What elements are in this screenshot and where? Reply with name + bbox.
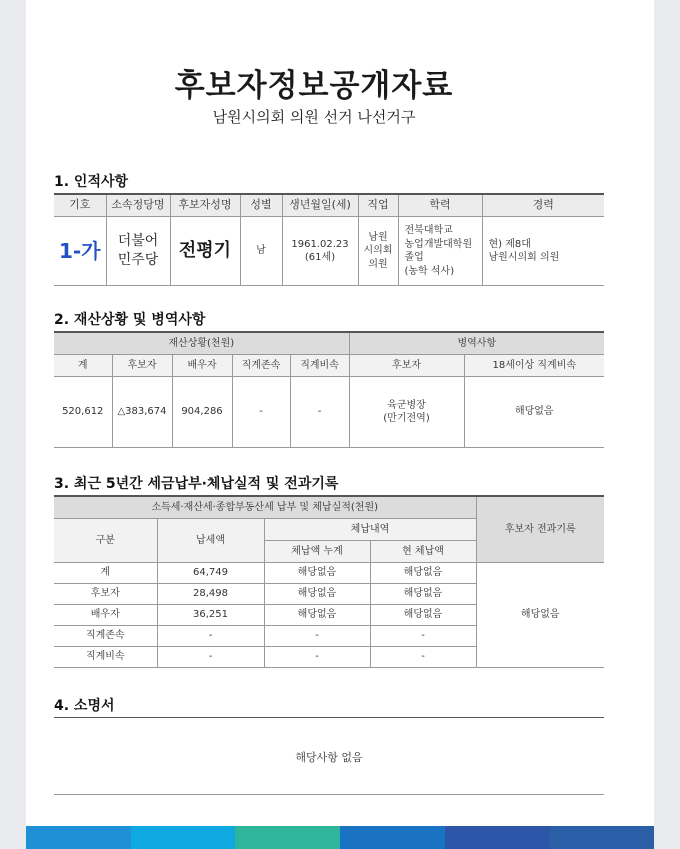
property-candidate: △383,674 xyxy=(112,377,172,448)
header-cumulative: 체납액 누계 xyxy=(264,541,370,563)
header-type: 구분 xyxy=(54,519,157,563)
cumulative-value: 해당없음 xyxy=(264,605,370,626)
header-cell: 경력 xyxy=(482,194,604,217)
header-cell: 18세이상 직계비속 xyxy=(464,355,604,377)
header-cell: 기호 xyxy=(54,194,106,217)
property-spouse: 904,286 xyxy=(172,377,232,448)
row-label: 직계존속 xyxy=(54,626,157,647)
education: 전북대학교 농업개발대학원 졸업 (농학 석사) xyxy=(398,217,482,286)
group-header-criminal: 후보자 전과기록 xyxy=(476,496,604,563)
occupation: 남원 시의회 의원 xyxy=(358,217,398,286)
header-cell: 후보자 xyxy=(112,355,172,377)
statement-top-rule xyxy=(54,717,604,718)
military-candidate: 육군병장 (만기전역) xyxy=(349,377,464,448)
cumulative-value: - xyxy=(264,647,370,668)
group-header-tax: 소득세·재산세·종합부동산세 납부 및 체납실적(천원) xyxy=(54,496,476,519)
footer-stripe xyxy=(549,826,654,849)
tax-group-row xyxy=(54,496,604,519)
group-header-property: 재산상황(천원) xyxy=(54,332,349,355)
current-value: 해당없음 xyxy=(370,605,476,626)
military-children: 해당없음 xyxy=(464,377,604,448)
row-label: 직계비속 xyxy=(54,647,157,668)
section-heading-personal: 1. 인적사항 xyxy=(54,174,129,190)
footer-stripe xyxy=(445,826,550,849)
current-value: - xyxy=(370,626,476,647)
candidate-name: 전평기 xyxy=(170,217,240,286)
party-name: 더불어 민주당 xyxy=(106,217,170,286)
current-value: - xyxy=(370,647,476,668)
property-ascendants: - xyxy=(232,377,290,448)
property-total: 520,612 xyxy=(54,377,112,448)
footer-stripe xyxy=(131,826,236,849)
statement-bottom-rule xyxy=(54,794,604,795)
property-group-row xyxy=(54,332,604,355)
current-value: 해당없음 xyxy=(370,563,476,584)
paid-value: - xyxy=(157,647,264,668)
header-cell: 학력 xyxy=(398,194,482,217)
birth-date: 1961.02.23 (61세) xyxy=(282,217,358,286)
header-current: 현 체납액 xyxy=(370,541,476,563)
row-label: 계 xyxy=(54,563,157,584)
header-cell: 성별 xyxy=(240,194,282,217)
paid-value: - xyxy=(157,626,264,647)
row-label: 배우자 xyxy=(54,605,157,626)
criminal-record: 해당없음 xyxy=(476,563,604,668)
career: 현) 제8대 남원시의회 의원 xyxy=(482,217,604,286)
section-heading-tax: 3. 최근 5년간 세금납부·체납실적 및 전과기록 xyxy=(54,476,339,492)
row-label: 후보자 xyxy=(54,584,157,605)
page-subtitle: 남원시의회 의원 선거 나선거구 xyxy=(212,108,416,126)
paid-value: 36,251 xyxy=(157,605,264,626)
header-paid: 납세액 xyxy=(157,519,264,563)
footer-stripe xyxy=(26,826,131,849)
table-row xyxy=(54,563,604,584)
property-data-row xyxy=(54,377,604,448)
property-descendants: - xyxy=(290,377,349,448)
header-cell: 계 xyxy=(54,355,112,377)
header-cell: 직업 xyxy=(358,194,398,217)
header-cell: 후보자성명 xyxy=(170,194,240,217)
section-heading-statement: 4. 소명서 xyxy=(54,698,115,714)
current-value: 해당없음 xyxy=(370,584,476,605)
header-arrears: 체납내역 xyxy=(264,519,476,541)
statement-text: 해당사항 없음 xyxy=(295,751,363,764)
cumulative-value: - xyxy=(264,626,370,647)
personal-data-row xyxy=(54,217,604,286)
tax-criminal-table xyxy=(54,495,604,668)
property-military-table xyxy=(54,331,604,448)
section-heading-property: 2. 재산상황 및 병역사항 xyxy=(54,312,206,328)
header-cell: 소속정당명 xyxy=(106,194,170,217)
personal-header-row xyxy=(54,194,604,217)
candidate-number: 1-가 xyxy=(54,217,106,286)
property-header-row xyxy=(54,355,604,377)
cumulative-value: 해당없음 xyxy=(264,563,370,584)
footer-stripe xyxy=(235,826,340,849)
footer-stripe xyxy=(340,826,445,849)
header-cell: 생년월일(세) xyxy=(282,194,358,217)
cumulative-value: 해당없음 xyxy=(264,584,370,605)
group-header-military: 병역사항 xyxy=(349,332,604,355)
personal-info-table xyxy=(54,193,604,286)
header-cell: 직계비속 xyxy=(290,355,349,377)
page-title: 후보자정보공개자료 xyxy=(174,68,454,104)
paid-value: 64,749 xyxy=(157,563,264,584)
header-cell: 배우자 xyxy=(172,355,232,377)
header-cell: 직계존속 xyxy=(232,355,290,377)
header-cell: 후보자 xyxy=(349,355,464,377)
footer-color-band xyxy=(26,826,654,849)
paid-value: 28,498 xyxy=(157,584,264,605)
gender: 남 xyxy=(240,217,282,286)
